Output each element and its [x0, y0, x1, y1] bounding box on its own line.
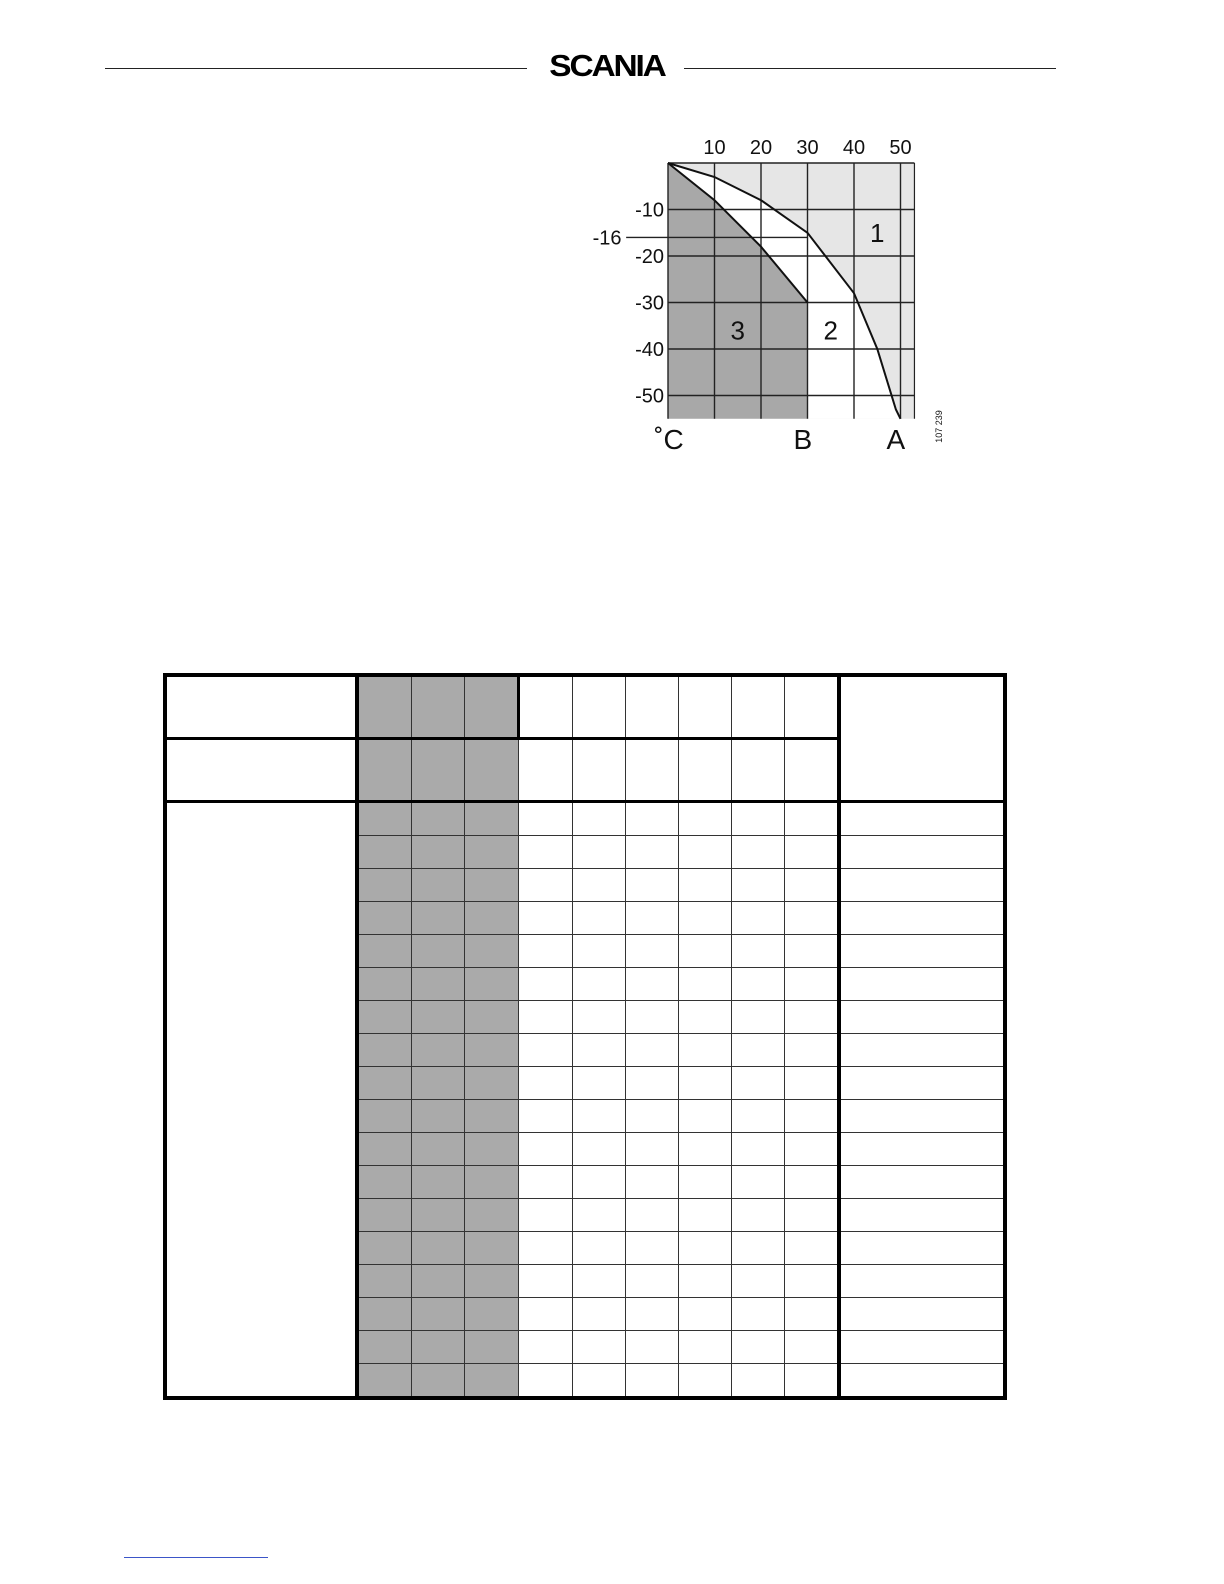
value-cell[interactable] [785, 935, 840, 968]
curve-label-a: A [886, 423, 906, 455]
value-cell[interactable] [465, 836, 519, 869]
value-cell[interactable] [412, 869, 465, 902]
value-cell[interactable] [357, 869, 412, 902]
table-header-row [165, 675, 1005, 739]
label-cell [165, 675, 357, 739]
value-cell[interactable] [679, 1166, 732, 1199]
value-cell[interactable] [785, 1331, 840, 1364]
value-cell[interactable] [785, 739, 840, 802]
value-cell[interactable] [519, 1001, 573, 1034]
x-tick-label: 50 [889, 137, 912, 159]
value-cell[interactable] [626, 836, 679, 869]
value-cell[interactable] [732, 836, 785, 869]
value-cell[interactable] [357, 1133, 412, 1166]
value-cell[interactable] [465, 1034, 519, 1067]
value-cell[interactable] [573, 1067, 626, 1100]
value-cell[interactable] [573, 1133, 626, 1166]
value-cell[interactable] [357, 1364, 412, 1399]
remarks-cell[interactable] [839, 1199, 1005, 1232]
value-cell[interactable] [357, 1067, 412, 1100]
value-cell[interactable] [519, 1265, 573, 1298]
value-cell[interactable] [679, 1298, 732, 1331]
value-cell[interactable] [573, 869, 626, 902]
value-cell[interactable] [679, 1100, 732, 1133]
remarks-cell[interactable] [839, 802, 1005, 836]
value-cell[interactable] [679, 739, 732, 802]
value-cell[interactable] [357, 802, 412, 836]
value-cell[interactable] [412, 935, 465, 968]
remarks-cell[interactable] [839, 968, 1005, 1001]
remarks-cell[interactable] [839, 1364, 1005, 1399]
value-cell[interactable] [519, 739, 573, 802]
value-cell[interactable] [626, 869, 679, 902]
remarks-cell[interactable] [839, 1067, 1005, 1100]
value-cell[interactable] [573, 1100, 626, 1133]
value-cell[interactable] [465, 1232, 519, 1265]
remarks-cell[interactable] [839, 1034, 1005, 1067]
value-cell[interactable] [357, 1265, 412, 1298]
value-cell[interactable] [679, 1067, 732, 1100]
value-cell[interactable] [732, 1298, 785, 1331]
value-cell[interactable] [412, 739, 465, 802]
y-tick-label: -10 [635, 199, 664, 222]
value-cell[interactable] [732, 1232, 785, 1265]
value-cell[interactable] [732, 1265, 785, 1298]
value-cell[interactable] [573, 968, 626, 1001]
value-cell[interactable] [519, 1331, 573, 1364]
value-cell[interactable] [519, 675, 573, 739]
value-cell[interactable] [679, 1034, 732, 1067]
remarks-cell[interactable] [839, 1298, 1005, 1331]
value-cell[interactable] [465, 968, 519, 1001]
value-cell[interactable] [732, 968, 785, 1001]
value-cell[interactable] [573, 739, 626, 802]
value-cell[interactable] [412, 1199, 465, 1232]
unit-label: ˚C [654, 423, 684, 455]
value-cell[interactable] [465, 1199, 519, 1232]
coolant-log-table [163, 673, 1007, 1400]
label-cell [165, 802, 357, 1399]
value-cell[interactable] [465, 1166, 519, 1199]
value-cell[interactable] [465, 1133, 519, 1166]
label-cell [165, 739, 357, 802]
value-cell[interactable] [357, 1166, 412, 1199]
value-cell[interactable] [357, 1199, 412, 1232]
value-cell[interactable] [519, 1100, 573, 1133]
value-cell[interactable] [573, 836, 626, 869]
x-tick-label: 20 [749, 137, 773, 159]
zone-label-3: 3 [730, 315, 745, 346]
value-cell[interactable] [785, 1232, 840, 1265]
value-cell[interactable] [573, 1199, 626, 1232]
value-cell[interactable] [732, 1331, 785, 1364]
value-cell[interactable] [357, 1298, 412, 1331]
value-cell[interactable] [573, 1232, 626, 1265]
value-cell[interactable] [626, 1331, 679, 1364]
value-cell[interactable] [519, 1298, 573, 1331]
value-cell[interactable] [785, 1166, 840, 1199]
value-cell[interactable] [785, 902, 840, 935]
remarks-cell[interactable] [839, 1133, 1005, 1166]
value-cell[interactable] [785, 869, 840, 902]
value-cell[interactable] [465, 1298, 519, 1331]
header-rule-left [105, 68, 527, 69]
value-cell[interactable] [732, 1199, 785, 1232]
value-cell[interactable] [573, 1034, 626, 1067]
value-cell[interactable] [679, 1133, 732, 1166]
value-cell[interactable] [679, 1001, 732, 1034]
value-cell[interactable] [412, 1364, 465, 1399]
value-cell[interactable] [412, 1331, 465, 1364]
value-cell[interactable] [357, 739, 412, 802]
value-cell[interactable] [357, 935, 412, 968]
value-cell[interactable] [519, 1034, 573, 1067]
value-cell[interactable] [732, 675, 785, 739]
value-cell[interactable] [519, 902, 573, 935]
value-cell[interactable] [785, 1265, 840, 1298]
value-cell[interactable] [626, 1100, 679, 1133]
value-cell[interactable] [573, 1265, 626, 1298]
curve-label-b: B [793, 423, 813, 455]
value-cell[interactable] [785, 1034, 840, 1067]
value-cell[interactable] [573, 802, 626, 836]
value-cell[interactable] [412, 1001, 465, 1034]
value-cell[interactable] [465, 935, 519, 968]
value-cell[interactable] [679, 1265, 732, 1298]
value-cell[interactable] [465, 1067, 519, 1100]
value-cell[interactable] [357, 675, 412, 739]
value-cell[interactable] [412, 1100, 465, 1133]
value-cell[interactable] [679, 802, 732, 836]
value-cell[interactable] [465, 802, 519, 836]
x-tick-label: 10 [703, 137, 726, 159]
remarks-cell[interactable] [839, 1100, 1005, 1133]
value-cell[interactable] [465, 902, 519, 935]
figure-number: 107 239 [934, 410, 944, 443]
remarks-cell[interactable] [839, 1265, 1005, 1298]
x-tick-label: 30 [796, 137, 819, 159]
value-cell[interactable] [785, 836, 840, 869]
value-cell[interactable] [465, 1364, 519, 1399]
remarks-cell[interactable] [839, 935, 1005, 968]
value-cell[interactable] [626, 1034, 679, 1067]
footer-link-underline [124, 1557, 268, 1558]
value-cell[interactable] [679, 1199, 732, 1232]
value-cell[interactable] [626, 1067, 679, 1100]
value-cell[interactable] [785, 968, 840, 1001]
remarks-cell[interactable] [839, 902, 1005, 935]
value-cell[interactable] [732, 739, 785, 802]
value-cell[interactable] [679, 1364, 732, 1399]
value-cell[interactable] [519, 869, 573, 902]
value-cell[interactable] [679, 836, 732, 869]
value-cell[interactable] [573, 902, 626, 935]
table-row [165, 802, 1005, 836]
value-cell[interactable] [626, 1166, 679, 1199]
y-tick-label: -30 [635, 292, 664, 315]
value-cell[interactable] [785, 1067, 840, 1100]
value-cell[interactable] [465, 739, 519, 802]
value-cell[interactable] [519, 836, 573, 869]
remarks-cell[interactable] [839, 1232, 1005, 1265]
value-cell[interactable] [357, 1001, 412, 1034]
value-cell[interactable] [785, 675, 840, 739]
value-cell[interactable] [785, 1001, 840, 1034]
value-cell[interactable] [732, 1364, 785, 1399]
remarks-cell[interactable] [839, 1331, 1005, 1364]
value-cell[interactable] [626, 1298, 679, 1331]
value-cell[interactable] [626, 902, 679, 935]
value-cell[interactable] [785, 1199, 840, 1232]
value-cell[interactable] [357, 1100, 412, 1133]
zone-label-2: 2 [823, 315, 838, 346]
value-cell[interactable] [785, 1100, 840, 1133]
value-cell[interactable] [357, 902, 412, 935]
coolant-concentration-chart [580, 128, 952, 468]
value-cell[interactable] [785, 1133, 840, 1166]
zone-label-1: 1 [870, 217, 885, 248]
value-cell[interactable] [412, 1133, 465, 1166]
value-cell[interactable] [626, 802, 679, 836]
y-tick-label: -16 [592, 227, 622, 250]
value-cell[interactable] [573, 935, 626, 968]
x-tick-label: 40 [842, 137, 866, 159]
value-cell[interactable] [412, 836, 465, 869]
value-cell[interactable] [732, 1001, 785, 1034]
value-cell[interactable] [732, 1166, 785, 1199]
value-cell[interactable] [519, 1199, 573, 1232]
remarks-cell[interactable] [839, 1166, 1005, 1199]
value-cell[interactable] [519, 935, 573, 968]
value-cell[interactable] [357, 1034, 412, 1067]
value-cell[interactable] [465, 1001, 519, 1034]
value-cell[interactable] [679, 902, 732, 935]
value-cell[interactable] [626, 1265, 679, 1298]
value-cell[interactable] [357, 1331, 412, 1364]
value-cell[interactable] [519, 1364, 573, 1399]
value-cell[interactable] [626, 675, 679, 739]
value-cell[interactable] [732, 1034, 785, 1067]
value-cell[interactable] [679, 935, 732, 968]
value-cell[interactable] [626, 1199, 679, 1232]
value-cell[interactable] [573, 1001, 626, 1034]
value-cell[interactable] [679, 1331, 732, 1364]
value-cell[interactable] [626, 1232, 679, 1265]
value-cell[interactable] [785, 1364, 840, 1399]
value-cell[interactable] [412, 675, 465, 739]
value-cell[interactable] [412, 1232, 465, 1265]
value-cell[interactable] [519, 802, 573, 836]
value-cell[interactable] [465, 675, 519, 739]
value-cell[interactable] [519, 968, 573, 1001]
value-cell[interactable] [412, 1265, 465, 1298]
value-cell[interactable] [573, 1298, 626, 1331]
value-cell[interactable] [519, 1166, 573, 1199]
y-tick-label: -50 [635, 385, 664, 408]
value-cell[interactable] [465, 1331, 519, 1364]
value-cell[interactable] [573, 1364, 626, 1399]
value-cell[interactable] [626, 1001, 679, 1034]
header-rule-right [684, 68, 1056, 69]
value-cell[interactable] [679, 968, 732, 1001]
value-cell[interactable] [785, 802, 840, 836]
value-cell[interactable] [732, 1133, 785, 1166]
value-cell[interactable] [573, 1331, 626, 1364]
value-cell[interactable] [412, 1034, 465, 1067]
remarks-cell[interactable] [839, 869, 1005, 902]
value-cell[interactable] [679, 869, 732, 902]
remarks-cell[interactable] [839, 675, 1005, 802]
value-cell[interactable] [357, 1232, 412, 1265]
value-cell[interactable] [357, 968, 412, 1001]
remarks-cell[interactable] [839, 1001, 1005, 1034]
value-cell[interactable] [626, 1133, 679, 1166]
value-cell[interactable] [732, 935, 785, 968]
value-cell[interactable] [465, 1265, 519, 1298]
value-cell[interactable] [412, 1166, 465, 1199]
value-cell[interactable] [626, 739, 679, 802]
value-cell[interactable] [732, 1100, 785, 1133]
value-cell[interactable] [732, 902, 785, 935]
value-cell[interactable] [412, 968, 465, 1001]
value-cell[interactable] [732, 869, 785, 902]
value-cell[interactable] [573, 675, 626, 739]
value-cell[interactable] [732, 1067, 785, 1100]
remarks-cell[interactable] [839, 836, 1005, 869]
value-cell[interactable] [519, 1067, 573, 1100]
value-cell[interactable] [732, 802, 785, 836]
scania-logo: SCANIA [549, 48, 665, 83]
value-cell[interactable] [679, 675, 732, 739]
value-cell[interactable] [465, 869, 519, 902]
value-cell[interactable] [785, 1298, 840, 1331]
value-cell[interactable] [679, 1232, 732, 1265]
chart-svg [580, 128, 952, 468]
value-cell[interactable] [465, 1100, 519, 1133]
y-tick-label: -20 [635, 246, 664, 268]
value-cell[interactable] [573, 1166, 626, 1199]
value-cell[interactable] [412, 1298, 465, 1331]
value-cell[interactable] [626, 968, 679, 1001]
value-cell[interactable] [412, 902, 465, 935]
value-cell[interactable] [626, 935, 679, 968]
value-cell[interactable] [412, 1067, 465, 1100]
value-cell[interactable] [412, 802, 465, 836]
value-cell[interactable] [519, 1133, 573, 1166]
value-cell[interactable] [357, 836, 412, 869]
y-tick-label: -40 [635, 339, 664, 361]
value-cell[interactable] [519, 1232, 573, 1265]
value-cell[interactable] [626, 1364, 679, 1399]
